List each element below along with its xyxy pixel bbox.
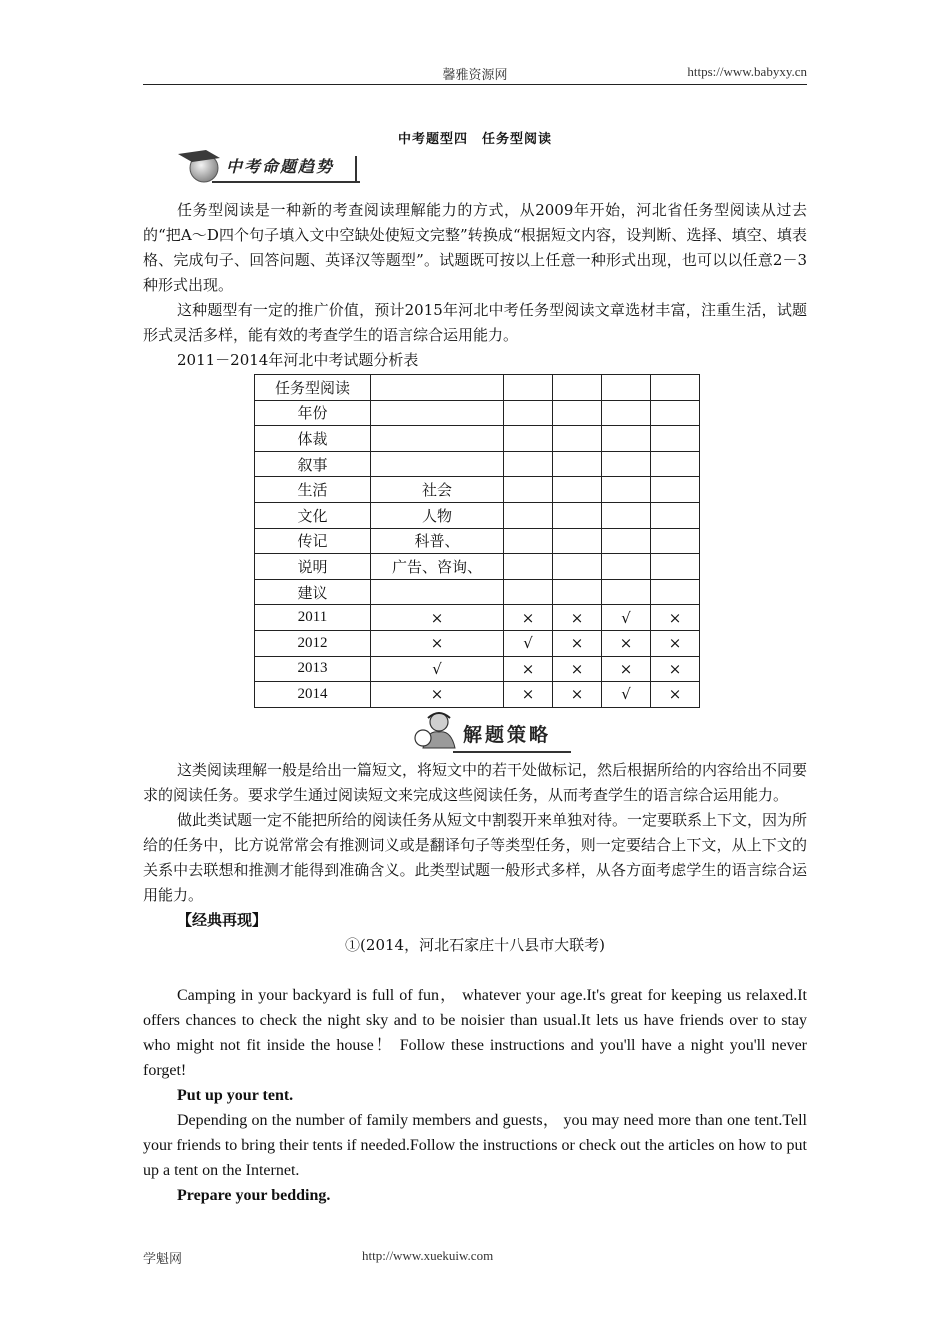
table-cell [602, 528, 651, 554]
table-cell [602, 400, 651, 426]
table-row [255, 579, 700, 605]
table-row [255, 630, 700, 656]
section-banner-strategy [413, 708, 573, 754]
table-cell [371, 400, 504, 426]
table-cell: × [602, 656, 651, 682]
table-row [255, 682, 700, 708]
table-cell [602, 451, 651, 477]
table-cell: 年份 [255, 400, 371, 426]
section-banner-trend [176, 148, 362, 184]
table-cell [371, 426, 504, 452]
passage-paragraph: Depending on the number of family members and guests， you may need more than one tent.Tell your friends to bring their tents if needed.Follow the instructions or check out the articles on how to put up a tent on the Internet. [143, 1112, 807, 1179]
table-cell: 生活 [255, 477, 371, 503]
table-row [255, 426, 700, 452]
table-cell: 社会 [371, 477, 504, 503]
header-url[interactable]: https://www.babyxy.cn [687, 64, 807, 79]
table-cell: √ [504, 630, 553, 656]
paragraph: 做此类试题一定不能把所给的阅读任务从短文中割裂开来单独对待。一定要联系上下文，因为所给的任务中，比方说常常会有推测词义或是翻译句子等类型任务，则一定要结合上下文，从上下文的关系中去联想和推测才能得到准确含义。此类型试题一般形式多样，从各方面考虑学生的语言综合运用能力。 [143, 811, 808, 904]
table-row [255, 605, 700, 631]
table-row [255, 554, 700, 580]
passage-heading: Put up your tent. [177, 1087, 294, 1104]
section2-text [143, 758, 807, 958]
table-row [255, 400, 700, 426]
table-cell [553, 477, 602, 503]
table-cell [651, 579, 700, 605]
table-cell: 2013 [255, 656, 371, 682]
table-cell: × [651, 605, 700, 631]
table-cell: × [371, 682, 504, 708]
table-cell: × [553, 682, 602, 708]
table-cell [602, 426, 651, 452]
table-cell: 人物 [371, 502, 504, 528]
table-cell [602, 375, 651, 401]
table-cell: √ [602, 682, 651, 708]
header-rule [143, 84, 807, 85]
table-cell [371, 375, 504, 401]
table-cell [504, 375, 553, 401]
table-cell: × [602, 630, 651, 656]
table-cell [553, 400, 602, 426]
table-cell [651, 426, 700, 452]
table-cell: 2012 [255, 630, 371, 656]
table-cell: 任务型阅读 [255, 375, 371, 401]
banner-label: 中考命题趋势 [226, 157, 335, 176]
table-cell [504, 554, 553, 580]
table-cell [651, 400, 700, 426]
table-cell [504, 400, 553, 426]
table-row [255, 375, 700, 401]
table-row [255, 451, 700, 477]
table-row [255, 656, 700, 682]
table-cell: × [553, 656, 602, 682]
table-cell [651, 477, 700, 503]
table-cell [553, 451, 602, 477]
table-cell: 建议 [255, 579, 371, 605]
passage-heading: Prepare your bedding. [177, 1187, 331, 1204]
passage [143, 983, 807, 1208]
table-cell [602, 477, 651, 503]
table-cell: × [651, 682, 700, 708]
table-cell [504, 502, 553, 528]
analysis-table [254, 374, 700, 708]
section1-text [143, 198, 807, 373]
table-cell: × [651, 656, 700, 682]
table-cell [504, 477, 553, 503]
page-title: 中考题型四 任务型阅读 [397, 132, 552, 147]
table-cell: × [371, 605, 504, 631]
table-cell: 科普、 [371, 528, 504, 554]
table-cell: × [504, 605, 553, 631]
table-cell [651, 451, 700, 477]
table-row [255, 502, 700, 528]
table-cell [504, 451, 553, 477]
table-cell [371, 451, 504, 477]
table-cell [504, 426, 553, 452]
table-cell: × [651, 630, 700, 656]
table-cell: 2014 [255, 682, 371, 708]
table-cell [602, 554, 651, 580]
paragraph: 任务型阅读是一种新的考查阅读理解能力的方式，从2009年开始，河北省任务型阅读从过去的“把A～D四个句子填入文中空缺处使短文完整”转换成“根据短文内容，设判断、选择、填空、填表格、完成句子、回答问题、英译汉等题型”。试题既可按以上任意一种形式出现，也可以以任意2－3种形式出现。 [143, 201, 807, 294]
table-cell [553, 554, 602, 580]
table-cell [602, 502, 651, 528]
table-row [255, 477, 700, 503]
exam-source: ①(2014，河北石家庄十八县市大联考) [345, 936, 605, 954]
table-cell: √ [371, 656, 504, 682]
table-cell [504, 528, 553, 554]
table-cell [553, 502, 602, 528]
table-cell: 2011 [255, 605, 371, 631]
table-row [255, 528, 700, 554]
table-cell [553, 528, 602, 554]
table-cell: × [553, 605, 602, 631]
table-cell [553, 375, 602, 401]
paragraph: 这类阅读理解一般是给出一篇短文，将短文中的若干处做标记，然后根据所给的内容给出不同要求的阅读任务。要求学生通过阅读短文来完成这些阅读任务，从而考查学生的语言综合运用能力。 [143, 761, 808, 804]
table-cell [553, 426, 602, 452]
table-cell [651, 502, 700, 528]
table-cell [651, 375, 700, 401]
table-cell [553, 579, 602, 605]
table-cell [504, 579, 553, 605]
table-cell: 广告、咨询、 [371, 554, 504, 580]
paragraph: 这种题型有一定的推广价值，预计2015年河北中考任务型阅读文章选材丰富，注重生活，试题形式灵活多样，能有效的考查学生的语言综合运用能力。 [143, 301, 807, 344]
table-cell: 体裁 [255, 426, 371, 452]
table-cell [371, 579, 504, 605]
banner-label: 解题策略 [463, 724, 552, 746]
table-cell: × [504, 682, 553, 708]
table-cell: 叙事 [255, 451, 371, 477]
table-cell [602, 579, 651, 605]
table-caption: 2011－2014年河北中考试题分析表 [177, 351, 419, 369]
table-cell [651, 528, 700, 554]
classic-heading: 【经典再现】 [177, 911, 268, 929]
table-cell: 传记 [255, 528, 371, 554]
table-cell: 文化 [255, 502, 371, 528]
table-cell: × [504, 656, 553, 682]
header-site-name: 馨雅资源网 [442, 68, 508, 83]
passage-intro: Camping in your backyard is full of fun， whatever your age.It's great for keeping us relaxed.It offers chances to check the night sky and to be noisier than usual.It lets us have friends over to stay who might not fit inside the house！ Follow these instructions and you'll have a night you'll never forget! [143, 987, 807, 1079]
footer-site-name: 学魁网 [143, 1252, 183, 1267]
table-cell: × [371, 630, 504, 656]
table-cell [651, 554, 700, 580]
table-cell: √ [602, 605, 651, 631]
footer-url[interactable]: http://www.xuekuiw.com [362, 1248, 494, 1263]
table-cell: 说明 [255, 554, 371, 580]
table-cell: × [553, 630, 602, 656]
